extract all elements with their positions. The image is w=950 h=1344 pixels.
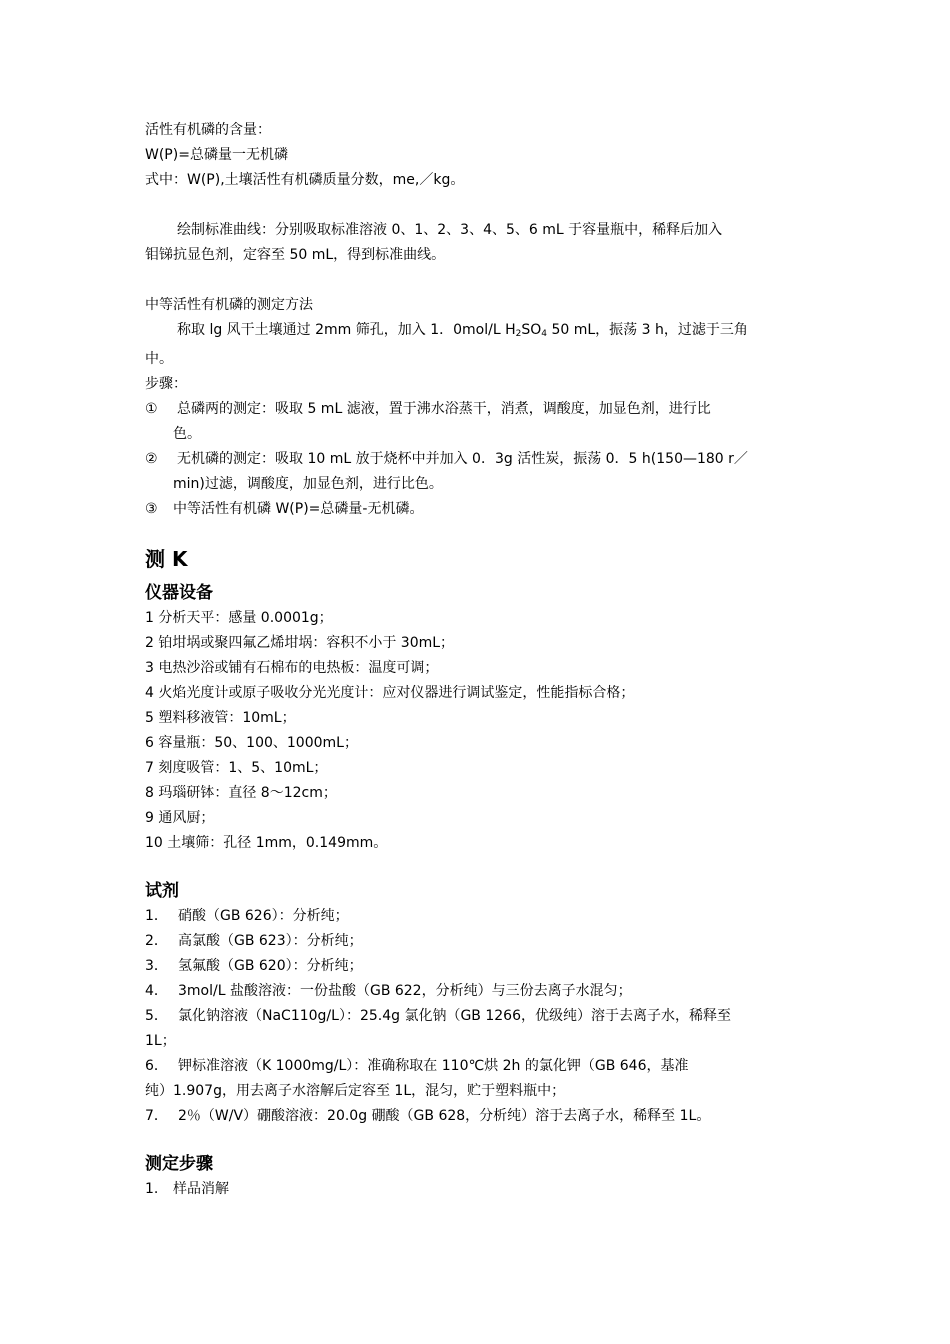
reagents-list [145, 904, 813, 1129]
list-item: 10 土壤筛：孔径 1mm，0.149mm。 [145, 835, 388, 851]
method-line-2: 中。 [145, 351, 173, 367]
method-line-1 [145, 318, 813, 347]
list-item [145, 1054, 813, 1079]
section-title-k: 测 K [145, 547, 188, 571]
list-item: 4 火焰光度计或原子吸收分光光度计：应对仪器进行调试鉴定，性能指标合格； [145, 685, 635, 701]
step-number: ② [145, 451, 158, 467]
step-text: 中等活性有机磷 W(P)=总磷量-无机磷。 [173, 501, 424, 517]
item-number: 3． [145, 958, 168, 974]
list-item-cont: 纯）1.907g，用去离子水溶解后定容至 1L，混匀，贮于塑料瓶中； [145, 1083, 566, 1099]
step-item [145, 497, 813, 522]
item-number: 1. [145, 1181, 159, 1197]
list-item: 8 玛瑙研钵：直径 8～12cm； [145, 785, 337, 801]
instruments-heading: 仪器设备 [145, 583, 213, 603]
step-number: ① [145, 401, 158, 417]
list-item [145, 904, 813, 929]
item-number: 6． [145, 1058, 168, 1074]
method-text-b: SO [521, 322, 542, 338]
method-text-a: 称取 lg 风干土壤通过 2mm 筛孔，加入 1．0mol/L H [177, 322, 516, 338]
step-item [145, 397, 813, 447]
list-item-cont: 1L； [145, 1033, 176, 1049]
method-sub-4: 4 [541, 329, 547, 339]
item-text: 2％（W/V）硼酸溶液：20.0g 硼酸（GB 628，分析纯）溶于去离子水，稀释至 1L。 [178, 1108, 711, 1124]
item-number: 2． [145, 933, 168, 949]
list-item: 7 刻度吸管：1、5、10mL； [145, 760, 328, 776]
list-item [145, 954, 813, 979]
list-item: 3 电热沙浴或铺有石棉布的电热板：温度可调； [145, 660, 439, 676]
list-item [145, 1177, 813, 1202]
standard-curve-line-2: 钼锑抗显色剂，定容至 50 mL，得到标准曲线。 [145, 247, 446, 263]
list-item: 5 塑料移液管：10mL； [145, 710, 296, 726]
item-text: 氢氟酸（GB 620）：分析纯； [178, 958, 363, 974]
procedure-heading: 测定步骤 [145, 1154, 213, 1174]
item-text: 钾标准溶液（K 1000mg/L）：准确称取在 110℃烘 2h 的氯化钾（GB 646，基准 [178, 1058, 689, 1074]
item-text: 3mol/L 盐酸溶液：一份盐酸（GB 622，分析纯）与三份去离子水混匀； [178, 983, 632, 999]
item-number: 1． [145, 908, 168, 924]
step-text-cont: min)过滤，调酸度，加显色剂，进行比色。 [173, 476, 443, 492]
steps-label: 步骤： [145, 376, 187, 392]
reagents-heading: 试剂 [145, 881, 179, 901]
method-title: 中等活性有机磷的测定方法 [145, 297, 313, 313]
item-number: 7． [145, 1108, 168, 1124]
list-item [145, 929, 813, 954]
document-page [145, 118, 813, 1202]
step-text-cont: 色。 [173, 426, 201, 442]
list-item [145, 1004, 813, 1029]
step-item [145, 447, 813, 497]
list-item [145, 979, 813, 1004]
step-text: 总磷两的测定：吸取 5 mL 滤液，置于沸水浴蒸干，消煮，调酸度，加显色剂，进行比 [177, 401, 711, 417]
active-p-content-label: 活性有机磷的含量： [145, 122, 271, 138]
list-item [145, 1104, 813, 1129]
item-number: 5． [145, 1008, 168, 1024]
standard-curve-line-1: 绘制标准曲线：分别吸取标准溶液 0、1、2、3、4、5、6 mL 于容量瓶中，稀释后加入 [177, 222, 723, 238]
method-sub-2: 2 [515, 329, 522, 339]
list-item: 1 分析天平：感量 0.0001g； [145, 610, 333, 626]
item-text: 样品消解 [173, 1181, 229, 1197]
formula-explanation: 式中：W(P),土壤活性有机磷质量分数，me,／kg。 [145, 172, 465, 188]
list-item: 6 容量瓶：50、100、1000mL； [145, 735, 358, 751]
step-number: ③ [145, 501, 158, 517]
list-item: 9 通风厨； [145, 810, 215, 826]
step-text: 无机磷的测定：吸取 10 mL 放于烧杯中并加入 0．3g 活性炭，振荡 0．5 h(150—180 r／ [177, 451, 748, 467]
item-text: 高氯酸（GB 623）：分析纯； [178, 933, 363, 949]
item-text: 硝酸（GB 626）：分析纯； [178, 908, 349, 924]
formula-line: W(P)=总磷量一无机磷 [145, 147, 288, 163]
list-item: 2 铂坩埚或聚四氟乙烯坩埚：容积不小于 30mL； [145, 635, 455, 651]
item-text: 氯化钠溶液（NaC110g/L）：25.4g 氯化钠（GB 1266，优级纯）溶于去离子水，稀释至 [178, 1008, 731, 1024]
item-number: 4． [145, 983, 168, 999]
instruments-list [145, 606, 813, 856]
method-text-c: 50 mL，振荡 3 h，过滤于三角 [547, 322, 748, 338]
